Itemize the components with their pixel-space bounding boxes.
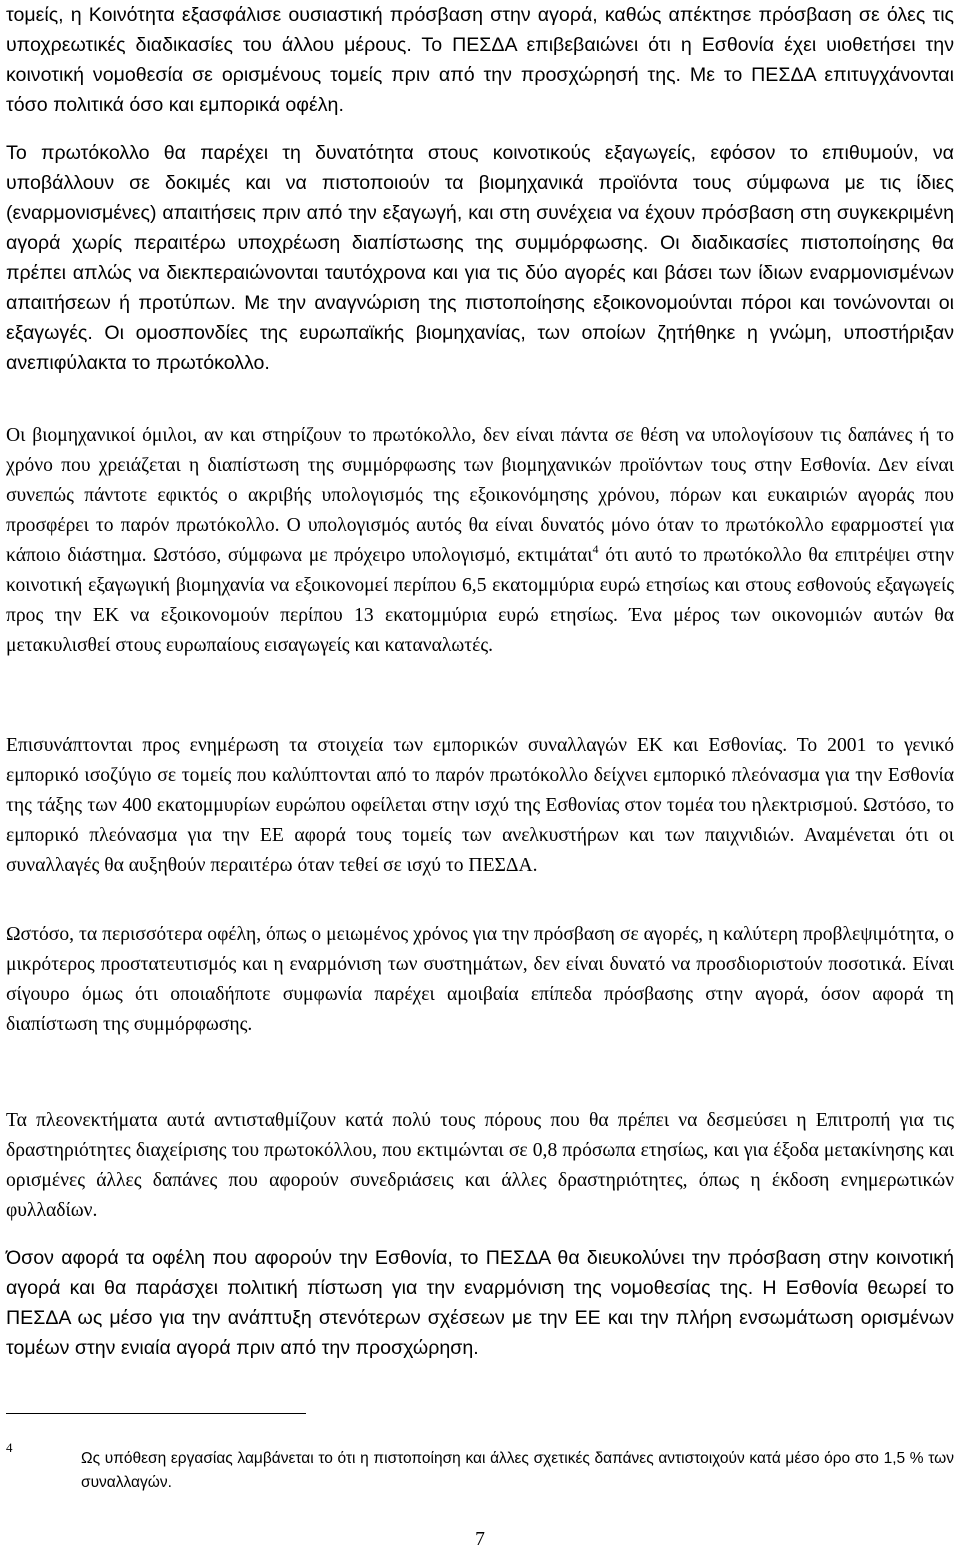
paragraph-industry-savings-text: Οι βιομηχανικοί όμιλοι, αν και στηρίζουν το πρωτόκολλο, δεν είναι πάντα σε θέση να υπολογίσουν τις δαπάνες ή το χρόνο που χρειάζεται η διαπίστωση της συμμόρφωσης των βιομηχανικών προϊόντων τους στην Εσθονία. Δεν είναι συνεπώς πάντοτε εφικτός ο ακριβής υπολογισμός της εξοικονόμησης χρόνου, πόρων και ευκαιριών αγοράς που προσφέρει το παρόν πρωτόκολλο. Ο υπολογισμός αυτός θα είναι δυνατός μόνο όταν το πρωτόκολλο εφαρμοστεί για κάποιο διάστημα. Ωστόσο, σύμφωνα με πρόχειρο υπολογισμό, εκτιμάται (6, 425, 954, 566)
footnote-separator (6, 1413, 306, 1414)
paragraph-industry-savings-text-continued: ότι αυτό το πρωτόκολλο θα επιτρέψει στην κοινοτική εξαγωγική βιομηχανία να εξοικονομεί περίπου 6,5 εκατομμύρια ευρώ ετησίως και στους εσθονούς εξαγωγείς προς την ΕΚ να εξοικονομούν περίπου 13 εκατομμύρια ευρώ ετησίως. Ένα μέρος των οικονομιών αυτών θα μετακυλισθεί στους ευρωπαίους εισαγωγείς και καταναλωτές. (6, 545, 954, 656)
paragraph-trade-data: Επισυνάπτονται προς ενημέρωση τα στοιχεία των εμπορικών συναλλαγών ΕΚ και Εσθονίας. Το 2001 το γενικό εμπορικό ισοζύγιο σε τομείς που καλύπτονται από το παρόν πρωτόκολλο δείχνει εμπορικό πλεόνασμα για την Εσθονία της τάξης των 400 εκατομμυρίων ευρώπου οφείλεται στην ισχύ της Εσθονίας στον τομέα του ηλεκτρισμού. Ωστόσο, το εμπορικό πλεόνασμα για την ΕΕ αφορά τους τομείς των ανελκυστήρων και των παιχνιδιών. Αναμένεται ότι οι συναλλαγές θα αυξηθούν περαιτέρω όταν τεθεί σε ισχύ το ΠΕΣΔΑ. (6, 735, 954, 876)
footnote-text: Ως υπόθεση εργασίας λαμβάνεται το ότι η πιστοποίηση και άλλες σχετικές δαπάνες αντιστοιχούν κατά μέσο όρο στο 1,5 % των συναλλαγών. (81, 1450, 954, 1491)
paragraph-market-access: τομείς, η Κοινότητα εξασφάλισε ουσιαστική πρόσβαση στην αγορά, καθώς απέκτησε πρόσβαση σε όλες τις υποχρεωτικές διαδικασίες του άλλου μέρους. Το ΠΕΣΔΑ επιβεβαιώνει ότι η Εσθονία έχει υιοθετήσει την κοινοτική νομοθεσία σε ορισμένους τομείς πριν από την προσχώρησή της. Με το ΠΕΣΔΑ επιτυγχάνονται τόσο πολιτικά όσο και εμπορικά οφέλη. (6, 4, 954, 116)
paragraph-protocol-exporters: Το πρωτόκολλο θα παρέχει τη δυνατότητα στους κοινοτικούς εξαγωγείς, εφόσον το επιθυμούν, να υποβάλλουν σε δοκιμές και να πιστοποιούν τα βιομηχανικά προϊόντα τους σύμφωνα με τις ίδιες (εναρμονισμένες) απαιτήσεις πριν από την εξαγωγή, και στη συνέχεια να έχουν πρόσβαση στη συγκεκριμένη αγορά χωρίς περαιτέρω υποχρέωση διαπίστωσης της συμμόρφωσης. Οι διαδικασίες πιστοποίησης θα πρέπει απλώς να διεκπεραιώνονται ταυτόχρονα και για τις δύο αγορές και βάσει των ίδιων εναρμονισμένων απαιτήσεων ή προτύπων. Με την αναγνώριση της πιστοποίησης εξοικονομούνται πόροι και τονώνονται οι εξαγωγές. Οι ομοσπονδίες της ευρωπαϊκής βιομηχανίας, των οποίων ζητήθηκε η γνώμη, υποστήριξαν ανεπιφύλακτα το πρωτόκολλο. (6, 142, 954, 374)
paragraph-commission-resources: Τα πλεονεκτήματα αυτά αντισταθμίζουν κατά πολύ τους πόρους που θα πρέπει να δεσμεύσει η Επιτροπή για τις δραστηριότητες διαχείρισης του πρωτοκόλλου, που εκτιμώνται σε 0,8 πρόσωπα ετησίως, και για έξοδα μετακίνησης και ορισμένες άλλες δαπάνες που αφορούν συνεδριάσεις και άλλες δραστηριότητες, όπως η έκδοση ενημερωτικών φυλλαδίων. (6, 1110, 954, 1221)
paragraph-industry-savings (6, 421, 954, 661)
footnote-number: 4 (6, 1440, 13, 1455)
paragraph-estonia-benefits: Όσον αφορά τα οφέλη που αφορούν την Εσθονία, το ΠΕΣΔΑ θα διευκολύνει την πρόσβαση στην κοινοτική αγορά και θα παράσχει πολιτική πίστωση για την εναρμόνιση της νομοθεσίας της. Η Εσθονία θεωρεί το ΠΕΣΔΑ ως μέσο για την ανάπτυξη στενότερων σχέσεων με την ΕΕ και την πλήρη ενσωμάτωση ορισμένων τομέων στην ενιαία αγορά πριν από την προσχώρηση. (6, 1247, 954, 1359)
page-number: 7 (475, 1529, 485, 1550)
footnote-reference[interactable]: 4 (592, 542, 599, 556)
paragraph-unquantifiable-benefits: Ωστόσο, τα περισσότερα οφέλη, όπως ο μειωμένος χρόνος για την πρόσβαση σε αγορές, η καλύτερη προβλεψιμότητα, ο μικρότερος προστατευτισμός και η εναρμόνιση των συστημάτων, δεν είναι δυνατό να προσδιοριστούν ποσοτικά. Είναι σίγουρο όμως ότι οποιαδήποτε συμφωνία παρέχει αμοιβαία επίπεδα πρόσβασης στην αγορά, όσον αφορά τη διαπίστωση της συμμόρφωσης. (6, 924, 954, 1035)
